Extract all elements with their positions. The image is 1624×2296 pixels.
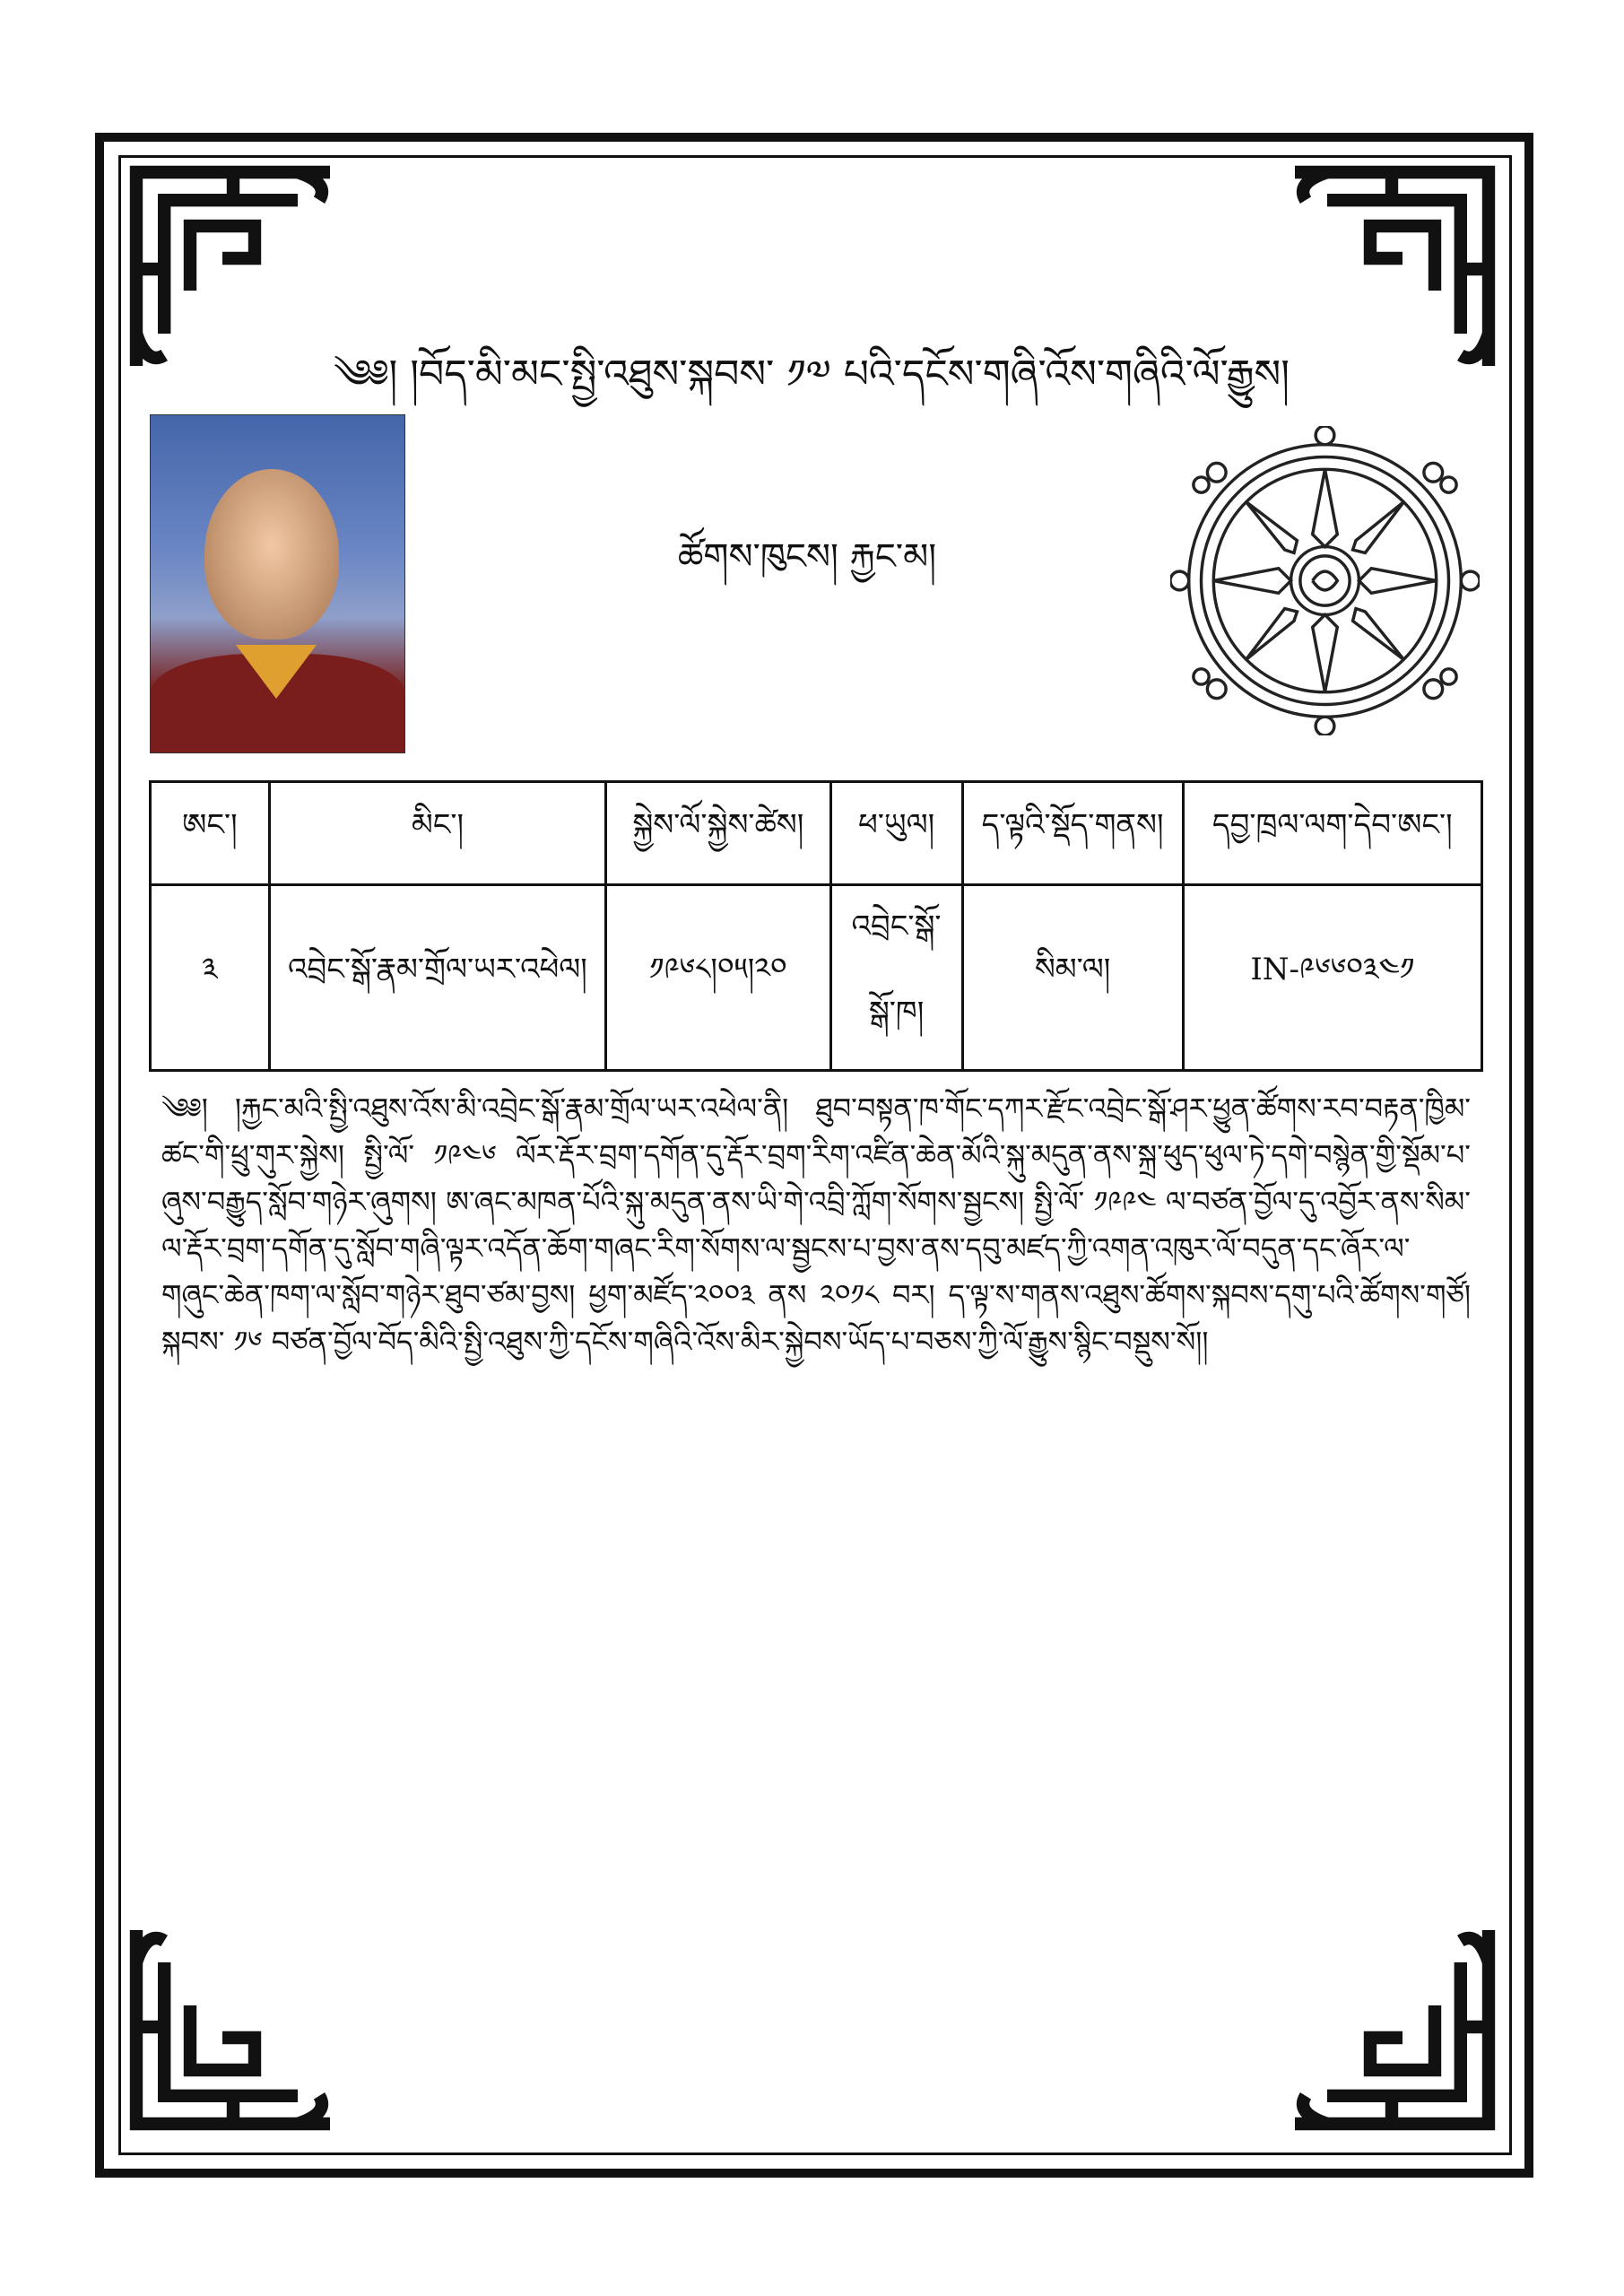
cell-native-place: འབྲེང་སྒོ་ སྒོ་ཁ། — [830, 885, 962, 1071]
corner-ornament-bottom-right — [1284, 1919, 1499, 2135]
candidate-info-table — [149, 780, 1483, 1072]
header-birth-date: སྐྱེས་ལོ་སྐྱེས་ཚེས། — [606, 782, 830, 885]
header-residence: ད་ལྟའི་སྡོད་གནས། — [962, 782, 1183, 885]
corner-ornament-bottom-left — [126, 1919, 341, 2135]
biography-paragraph: ༄༅། །རྐྱང་མའི་སྤྱི་འཐུས་འོས་མི་འབྲེང་སྒོ་རྣམ་གྲོལ་ཡར་འཕེལ་ནི། ཐུབ་བསྟན་ཁ་གོང་དཀར་རྫོང་འབྲེང་སྒོ་ཤར་ཕྱུན་ཚོགས་རབ་བརྟན་ཁྱིམ་ཚང་གི་ཕྲུ་གུར་སྐྱེས། སྤྱི་ལོ་ ༡༩༤༦ ལོར་རྡོར་བྲག་དགོན་དུ་རྡོར་བྲག་རིག་འཛིན་ཆེན་མོའི་སྐུ་མདུན་ནས་སྐྲ་ཕུད་ཕུལ་ཏེ་དགེ་བསྙེན་གྱི་སྡོམ་པ་ཞུས་བརྒྱུད་སློབ་གཉེར་ཞུགས། ཨ་ཞང་མཁན་པོའི་སྐུ་མདུན་ནས་ཡི་གེ་འབྲི་ཀློག་སོགས་སྦྱངས། སྤྱི་ལོ་ ༡༩༩༤ ལ་བཙན་བྱོལ་དུ་འབྱོར་ནས་སིམ་ལ་རྡོར་བྲག་དགོན་དུ་སློབ་གཞི་ལྟར་འདོན་ཆོག་གཞང་རིག་སོགས་ལ་སྦྱངས་པ་བྱས་ནས་དབུ་མཛད་ཀྱི་འགན་འཁུར་ལོ་བདུན་དང་ཞོར་ལ་གཞུང་ཆེན་ཁག་ལ་སློབ་གཉེར་ཐུབ་ཙམ་བྱས། ཕྱག་མཛོད་༢༠༠༣ ནས ༢༠༡༨ བར། ད་ལྟ་ས་གནས་འཐུས་ཚོགས་སྐབས་དགུ་པའི་ཚོགས་གཙོ། སྐབས་ ༡༦ བཙན་བྱོལ་བོད་མིའི་སྤྱི་འཐུས་ཀྱི་དངོས་གཞིའི་འོས་མིར་སྐྱེབས་ཡོད་པ་བཅས་ཀྱི་ལོ་རྒྱུས་སྙིང་བསྡུས་སོ།། — [161, 1091, 1471, 1359]
header-native-place: ཕ་ཡུལ། — [830, 782, 962, 885]
header-name: མིང་། — [269, 782, 605, 885]
corner-ornament-top-left — [126, 161, 341, 377]
cell-number: ༣ — [151, 885, 270, 1071]
header-number: ཨང་། — [151, 782, 270, 885]
cell-green-book-number: IN-༩༦༦༠༣༤༡ — [1183, 885, 1481, 1071]
candidate-photo — [150, 414, 405, 753]
table-header-row — [151, 782, 1482, 885]
cell-name: འབྲེང་སྒོ་རྣམ་གྲོལ་ཡར་འཕེལ། — [269, 885, 605, 1071]
page-title: ༄༅། །བོད་མི་མང་སྤྱི་འཐུས་སྐབས་ ༡༧ པའི་དངོས་གཞི་འོས་གཞིའི་ལོ་རྒྱུས། — [333, 352, 1290, 397]
dharma-wheel-icon — [1170, 426, 1480, 735]
table-row — [151, 885, 1482, 1071]
header-green-book-number: དབྱ་ཁྲལ་ལག་དེབ་ཨང་། — [1183, 782, 1481, 885]
cell-residence: སིམ་ལ། — [962, 885, 1183, 1071]
cell-birth-date: ༡༩༦༨།༠༥།༢༠ — [606, 885, 830, 1071]
constituency-label: ཚོགས་ཁུངས། རྐྱང་མ། — [677, 536, 937, 578]
corner-ornament-top-right — [1284, 161, 1499, 377]
